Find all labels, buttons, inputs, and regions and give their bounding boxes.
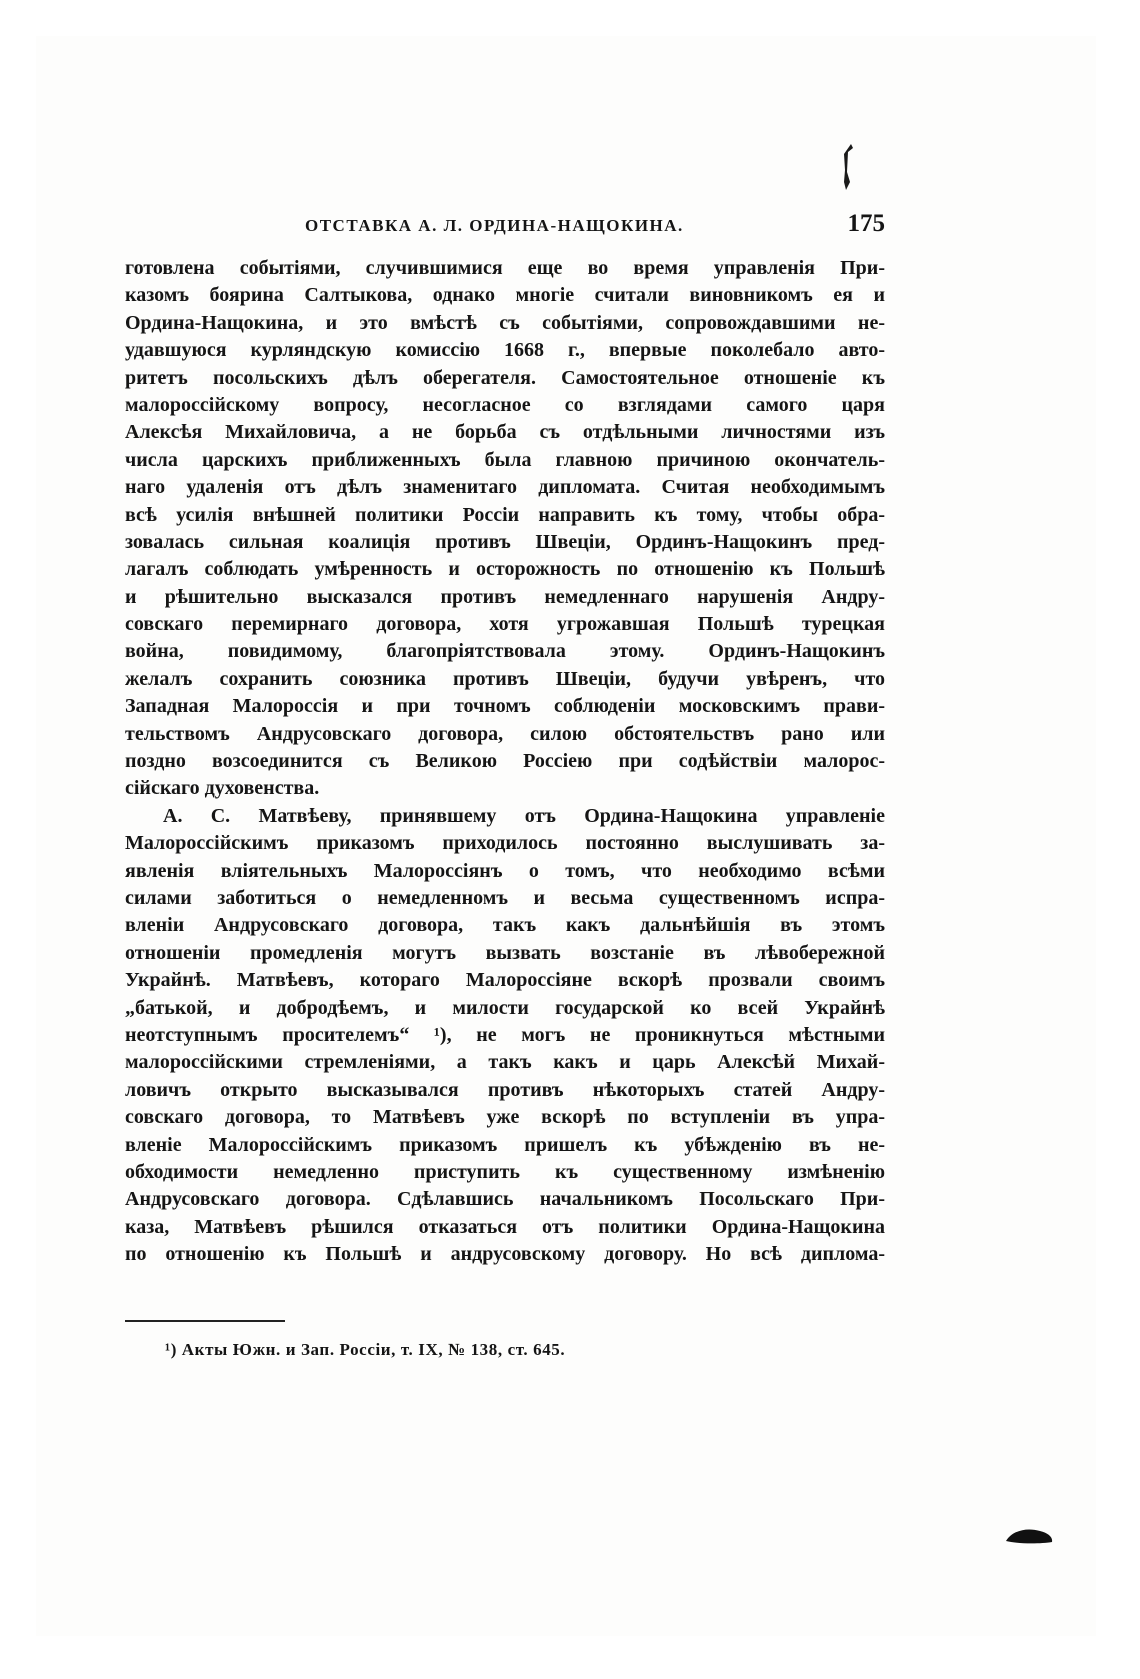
page-number: 175: [847, 210, 885, 237]
text-line: совскаго перемирнаго договора, хотя угрожавшая Польшѣ турецкая: [125, 613, 885, 636]
ink-blot-icon: [1004, 1525, 1054, 1545]
footnote: ¹) Акты Южн. и Зап. Россіи, т. IX, № 138, ст. 645.: [165, 1340, 566, 1359]
text-line: вленіи Андрусовскаго договора, такъ какъ дальнѣйшія въ этомъ: [125, 914, 885, 937]
text-line: всѣ усилія внѣшней политики Россіи направить къ тому, чтобы обра-: [125, 503, 885, 526]
text-line: ловичъ открыто высказывался противъ нѣкоторыхъ статей Андру-: [125, 1078, 885, 1101]
ink-mark-icon: [842, 142, 854, 192]
text-line: неотступнымъ просителемъ“ ¹), не могъ не проникнуться мѣстными: [125, 1023, 885, 1046]
text-line: Андрусовскаго договора. Сдѣлавшись начальникомъ Посольскаго При-: [125, 1188, 885, 1211]
text-line: казомъ боярина Салтыкова, однако многіе считали виновникомъ ея и: [125, 284, 885, 307]
text-line: наго удаленія отъ дѣлъ знаменитаго дипломата. Считая необходимымъ: [125, 476, 885, 499]
text-line: малороссійскому вопросу, несогласное со взглядами самого царя: [125, 393, 885, 416]
text-line: война, повидимому, благопріятствовала этому. Ординъ-Нащокинъ: [125, 640, 885, 663]
text-line: и рѣшительно высказался противъ немедленнаго нарушенія Андру-: [125, 585, 885, 608]
text-line: обходимости немедленно приступить къ существенному измѣненію: [125, 1160, 885, 1183]
text-line: силами заботиться о немедленномъ и весьма существенномъ испра-: [125, 886, 885, 909]
text-line: Малороссійскимъ приказомъ приходилось постоянно выслушивать за-: [125, 832, 885, 855]
text-line: вленіе Малороссійскимъ приказомъ пришелъ къ убѣжденію въ не-: [125, 1133, 885, 1156]
text-line: „батькой, и добродѣемъ, и милости государской ко всей Украйнѣ: [125, 996, 885, 1019]
text-line: отношеніи промедленія могутъ вызвать возстаніе въ лѣвобережной: [125, 941, 885, 964]
text-line: сійскаго духовенства.: [125, 777, 320, 800]
text-line: по отношенію къ Польшѣ и андрусовскому договору. Но всѣ диплома-: [125, 1243, 885, 1266]
text-line: желалъ сохранить союзника противъ Швеціи, будучи увѣренъ, что: [125, 667, 885, 690]
text-line: А. С. Матвѣеву, принявшему отъ Ордина-Нащокина управленіе: [163, 804, 885, 827]
text-line: числа царскихъ приближенныхъ была главною причиною окончатель-: [125, 448, 885, 471]
text-line: готовлена событіями, случившимися еще во время управленія При-: [125, 257, 885, 279]
text-line: Украйнѣ. Матвѣевъ, котораго Малороссіяне вскорѣ прозвали своимъ: [125, 969, 885, 992]
text-line: Западная Малороссія и при точномъ соблюденіи московскимъ прави-: [125, 695, 885, 718]
text-line: Алексѣя Михайловича, а не борьба съ отдѣльными личностями изъ: [125, 421, 885, 444]
running-title: ОТСТАВКА А. Л. ОРДИНА-НАЩОКИНА.: [305, 216, 684, 235]
text-line: каза, Матвѣевъ рѣшился отказаться отъ политики Ордина-Нащокина: [125, 1215, 885, 1238]
text-line: совскаго договора, то Матвѣевъ уже вскорѣ по вступленіи въ упра-: [125, 1106, 885, 1129]
text-line: малороссійскими стремленіями, а такъ какъ и царь Алексѣй Михай-: [125, 1051, 885, 1074]
text-line: лагалъ соблюдать умѣренность и осторожность по отношенію къ Польшѣ: [125, 558, 885, 581]
main-text: [125, 255, 885, 1268]
text-line: удавшуюся курляндскую комиссію 1668 г., впервые поколебало авто-: [125, 339, 885, 362]
text-line: поздно возсоединится съ Великою Россіею при содѣйствіи малорос-: [125, 750, 885, 773]
text-line: зовалась сильная коалиція противъ Швеціи, Ординъ-Нащокинъ пред-: [125, 530, 885, 553]
text-line: явленія вліятельныхъ Малороссіянъ о томъ, что необходимо всѣми: [125, 859, 885, 882]
text-line: ритетъ посольскихъ дѣлъ оберегателя. Самостоятельное отношеніе къ: [125, 366, 885, 389]
footnote-rule: [125, 1320, 285, 1322]
page-header: [125, 210, 885, 244]
text-line: Ордина-Нащокина, и это вмѣстѣ съ событіями, сопровождавшими не-: [125, 311, 885, 334]
text-line: тельствомъ Андрусовскаго договора, силою обстоятельствъ рано или: [125, 722, 885, 745]
